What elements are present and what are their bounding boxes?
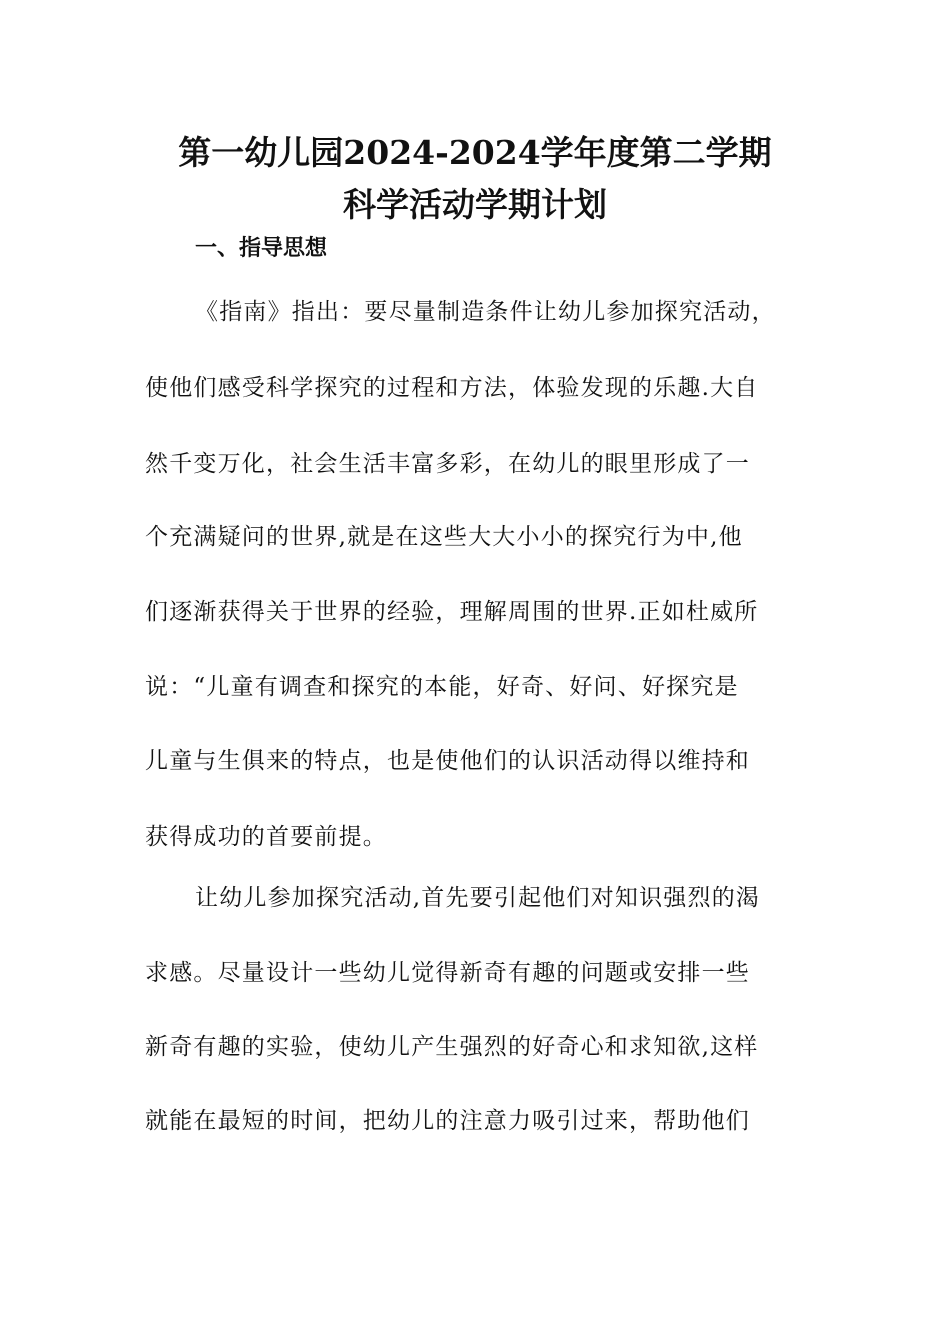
document-title-line-2: 科学活动学期计划 xyxy=(343,185,607,224)
paragraph-line: 使他们感受科学探究的过程和方法，体验发现的乐趣.大自 xyxy=(145,375,759,401)
paragraph-line: 新奇有趣的实验，使幼儿产生强烈的好奇心和求知欲,这样 xyxy=(145,1034,759,1060)
paragraph-line: 儿童与生俱来的特点，也是使他们的认识活动得以维持和 xyxy=(145,748,750,774)
paragraph-line: 说：“儿童有调查和探究的本能，好奇、好问、好探究是 xyxy=(145,674,739,700)
paragraph-line: 《指南》指出：要尽量制造条件让幼儿参加探究活动， xyxy=(195,299,776,325)
paragraph-line: 然千变万化，社会生活丰富多彩，在幼儿的眼里形成了一 xyxy=(145,451,750,477)
paragraph-line: 们逐渐获得关于世界的经验，理解周围的世界.正如杜威所 xyxy=(145,599,759,625)
paragraph-line: 获得成功的首要前提。 xyxy=(145,824,387,850)
paragraph-line: 让幼儿参加探究活动,首先要引起他们对知识强烈的渴 xyxy=(195,885,761,911)
document-title-line-1: 第一幼儿园2024-2024学年度第二学期 xyxy=(178,133,772,172)
paragraph-line: 就能在最短的时间，把幼儿的注意力吸引过来，帮助他们 xyxy=(145,1108,750,1134)
paragraph-line: 求感。尽量设计一些幼儿觉得新奇有趣的问题或安排一些 xyxy=(145,960,750,986)
section-heading-guiding-ideology: 一、指导思想 xyxy=(195,236,328,261)
paragraph-line: 个充满疑问的世界,就是在这些大大小小的探究行为中,他 xyxy=(145,524,743,550)
